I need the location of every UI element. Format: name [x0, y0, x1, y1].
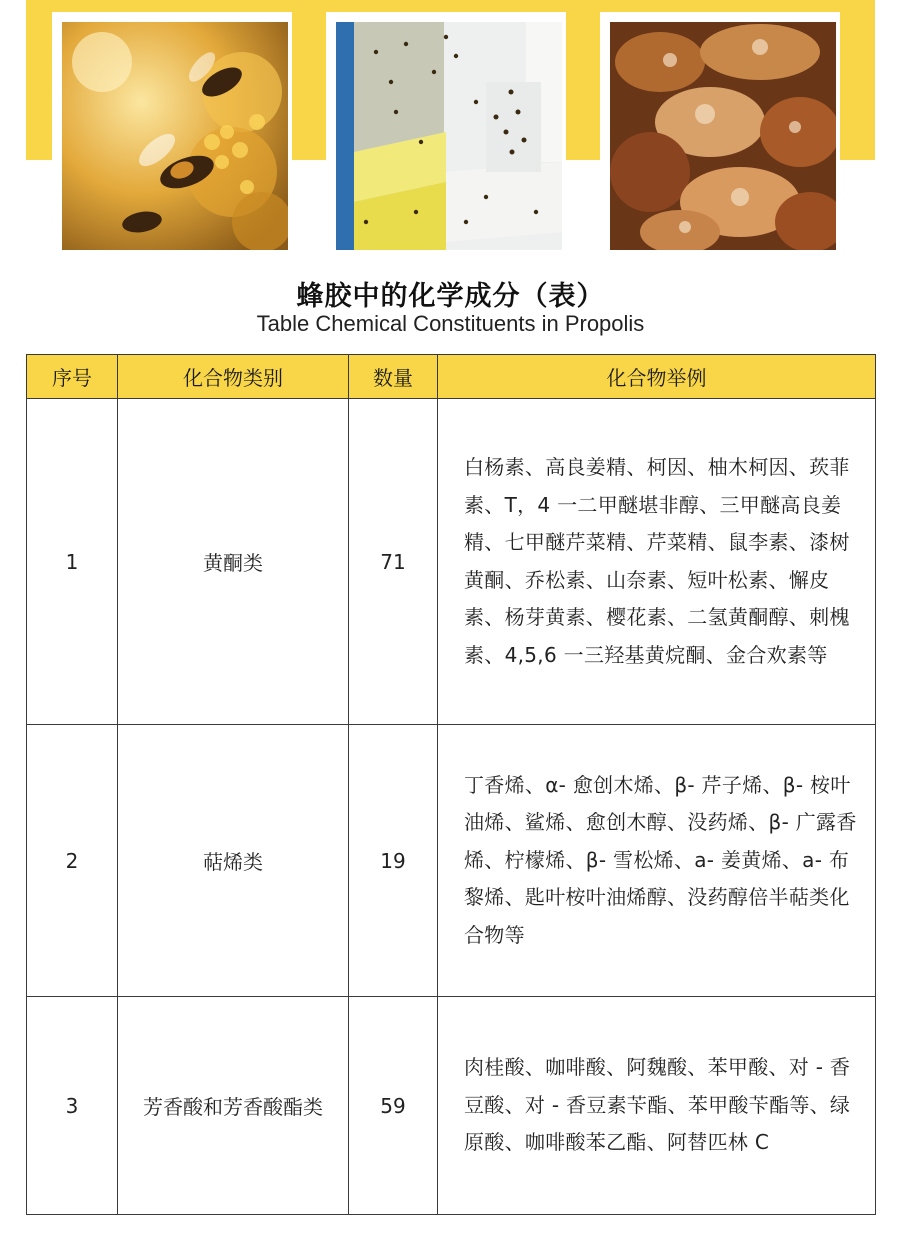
header-category: 化合物类别 [118, 355, 349, 399]
row-index: 2 [27, 725, 118, 997]
row-count: 71 [349, 399, 438, 725]
row-category: 黄酮类 [118, 399, 349, 725]
table-row [27, 997, 876, 1215]
table-title-english: Table Chemical Constituents in Propolis [256, 311, 645, 336]
table-row [27, 399, 876, 725]
row-count: 19 [349, 725, 438, 997]
table-header-row [27, 355, 876, 399]
table-row [27, 725, 876, 997]
chemical-constituents-table [26, 354, 876, 1215]
photo-frame-2 [326, 12, 566, 260]
photo-frame-3 [600, 12, 840, 260]
header-count: 数量 [349, 355, 438, 399]
row-examples: 肉桂酸、咖啡酸、阿魏酸、苯甲酸、对 - 香豆酸、对 - 香豆素苄酯、苯甲酸苄酯等、绿原酸、咖啡酸苯乙酯、阿替匹林 C [438, 997, 876, 1215]
table-title-chinese: 蜂胶中的化学成分（表） [296, 281, 605, 312]
header-index: 序号 [27, 355, 118, 399]
row-count: 59 [349, 997, 438, 1215]
bees-on-flowers-photo [62, 22, 288, 250]
header-examples: 化合物举例 [438, 355, 876, 399]
row-category: 芳香酸和芳香酸酯类 [118, 997, 349, 1215]
raw-propolis-photo [610, 22, 836, 250]
row-index: 3 [27, 997, 118, 1215]
row-examples: 丁香烯、α- 愈创木烯、β- 芹子烯、β- 桉叶油烯、鲨烯、愈创木醇、没药烯、β- 广露香烯、柠檬烯、β- 雪松烯、a- 姜黄烯、a- 布黎烯、匙叶桉叶油烯醇、没药醇倍半萜类化合物等 [438, 725, 876, 997]
row-category: 萜烯类 [118, 725, 349, 997]
row-examples: 白杨素、高良姜精、柯因、柚木柯因、莰菲素、T，4 一二甲醚堪非醇、三甲醚高良姜精、七甲醚芹菜精、芹菜精、鼠李素、漆树黄酮、乔松素、山奈素、短叶松素、懈皮素、杨芽黄素、樱花素、二氢黄酮醇、刺槐素、4,5,6 一三羟基黄烷酮、金合欢素等 [438, 399, 876, 725]
row-index: 1 [27, 399, 118, 725]
beehive-boxes-photo [336, 22, 562, 250]
photo-frame-1 [52, 12, 292, 260]
